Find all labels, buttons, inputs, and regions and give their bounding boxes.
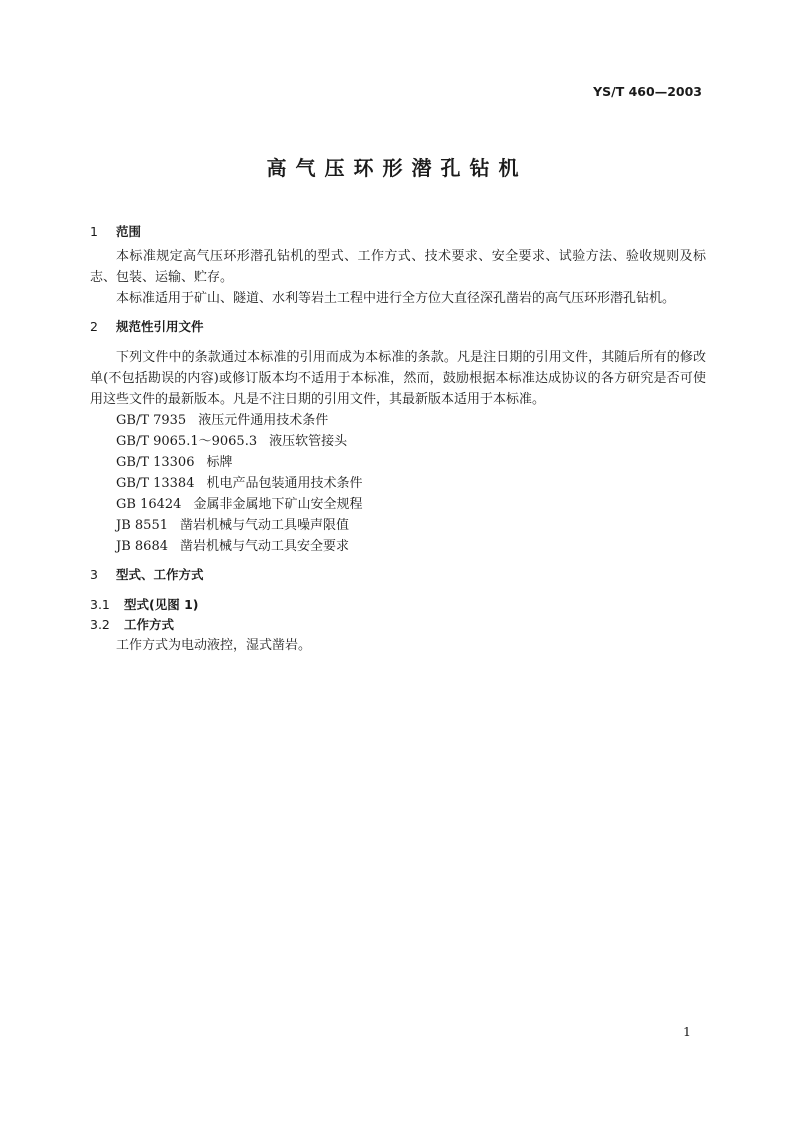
reference-code: GB/T 7935 [116, 413, 187, 428]
subsection-number: 3.1 [90, 597, 110, 612]
reference-title: 液压软管接头 [269, 434, 348, 449]
reference-code: GB/T 13384 [116, 476, 195, 491]
section-2-heading [90, 317, 706, 337]
reference-code: GB/T 9065.1～9065.3 [116, 434, 258, 449]
subsection-title: 型式(见图 1) [124, 597, 199, 612]
reference-item [90, 410, 706, 431]
reference-title: 凿岩机械与气动工具噪声限值 [179, 518, 349, 533]
section-title: 型式、工作方式 [116, 567, 204, 582]
page-number: 1 [683, 1024, 691, 1039]
section-3-heading [90, 565, 706, 585]
section-number: 3 [90, 567, 98, 582]
section-number: 1 [90, 224, 98, 239]
reference-item [90, 515, 706, 536]
reference-item [90, 452, 706, 473]
reference-code: GB/T 13306 [116, 455, 195, 470]
subsection-3-1-heading [90, 595, 706, 615]
paragraph: 下列文件中的条款通过本标准的引用而成为本标准的条款。凡是注日期的引用文件，其随后所有的修改单(不包括勘误的内容)或修订版本均不适用于本标准，然而，鼓励根据本标准达成协议的各方研究是否可使用这些文件的最新版本。凡是不注日期的引用文件，其最新版本适用于本标准。 [90, 350, 706, 407]
reference-title: 凿岩机械与气动工具安全要求 [179, 539, 349, 554]
paragraph: 本标准规定高气压环形潜孔钻机的型式、工作方式、技术要求、安全要求、试验方法、验收规则及标志、包装、运输、贮存。 [90, 249, 706, 285]
reference-code: GB 16424 [116, 497, 182, 512]
reference-item [90, 473, 706, 494]
subsection-number: 3.2 [90, 617, 110, 632]
paragraph: 本标准适用于矿山、隧道、水利等岩土工程中进行全方位大直径深孔凿岩的高气压环形潜孔钻机。 [116, 291, 676, 306]
section-title: 规范性引用文件 [116, 319, 204, 334]
reference-item [90, 494, 706, 515]
reference-title: 标牌 [206, 455, 233, 470]
section-title: 范围 [116, 224, 142, 239]
reference-code: JB 8684 [116, 539, 168, 554]
reference-title: 液压元件通用技术条件 [198, 413, 329, 428]
subsection-3-2-heading [90, 615, 706, 635]
reference-title: 金属非金属地下矿山安全规程 [193, 497, 363, 512]
subsection-title: 工作方式 [124, 617, 175, 632]
document-title: 高气压环形潜孔钻机 [266, 156, 528, 180]
section-number: 2 [90, 319, 98, 334]
reference-code: JB 8551 [116, 518, 168, 533]
reference-title: 机电产品包装通用技术条件 [206, 476, 363, 491]
standard-number: YS/T 460—2003 [593, 84, 702, 99]
section-1-heading [90, 222, 706, 242]
reference-item [90, 536, 706, 557]
document-body [90, 222, 706, 656]
reference-item [90, 431, 706, 452]
paragraph: 工作方式为电动液控，湿式凿岩。 [116, 638, 312, 653]
